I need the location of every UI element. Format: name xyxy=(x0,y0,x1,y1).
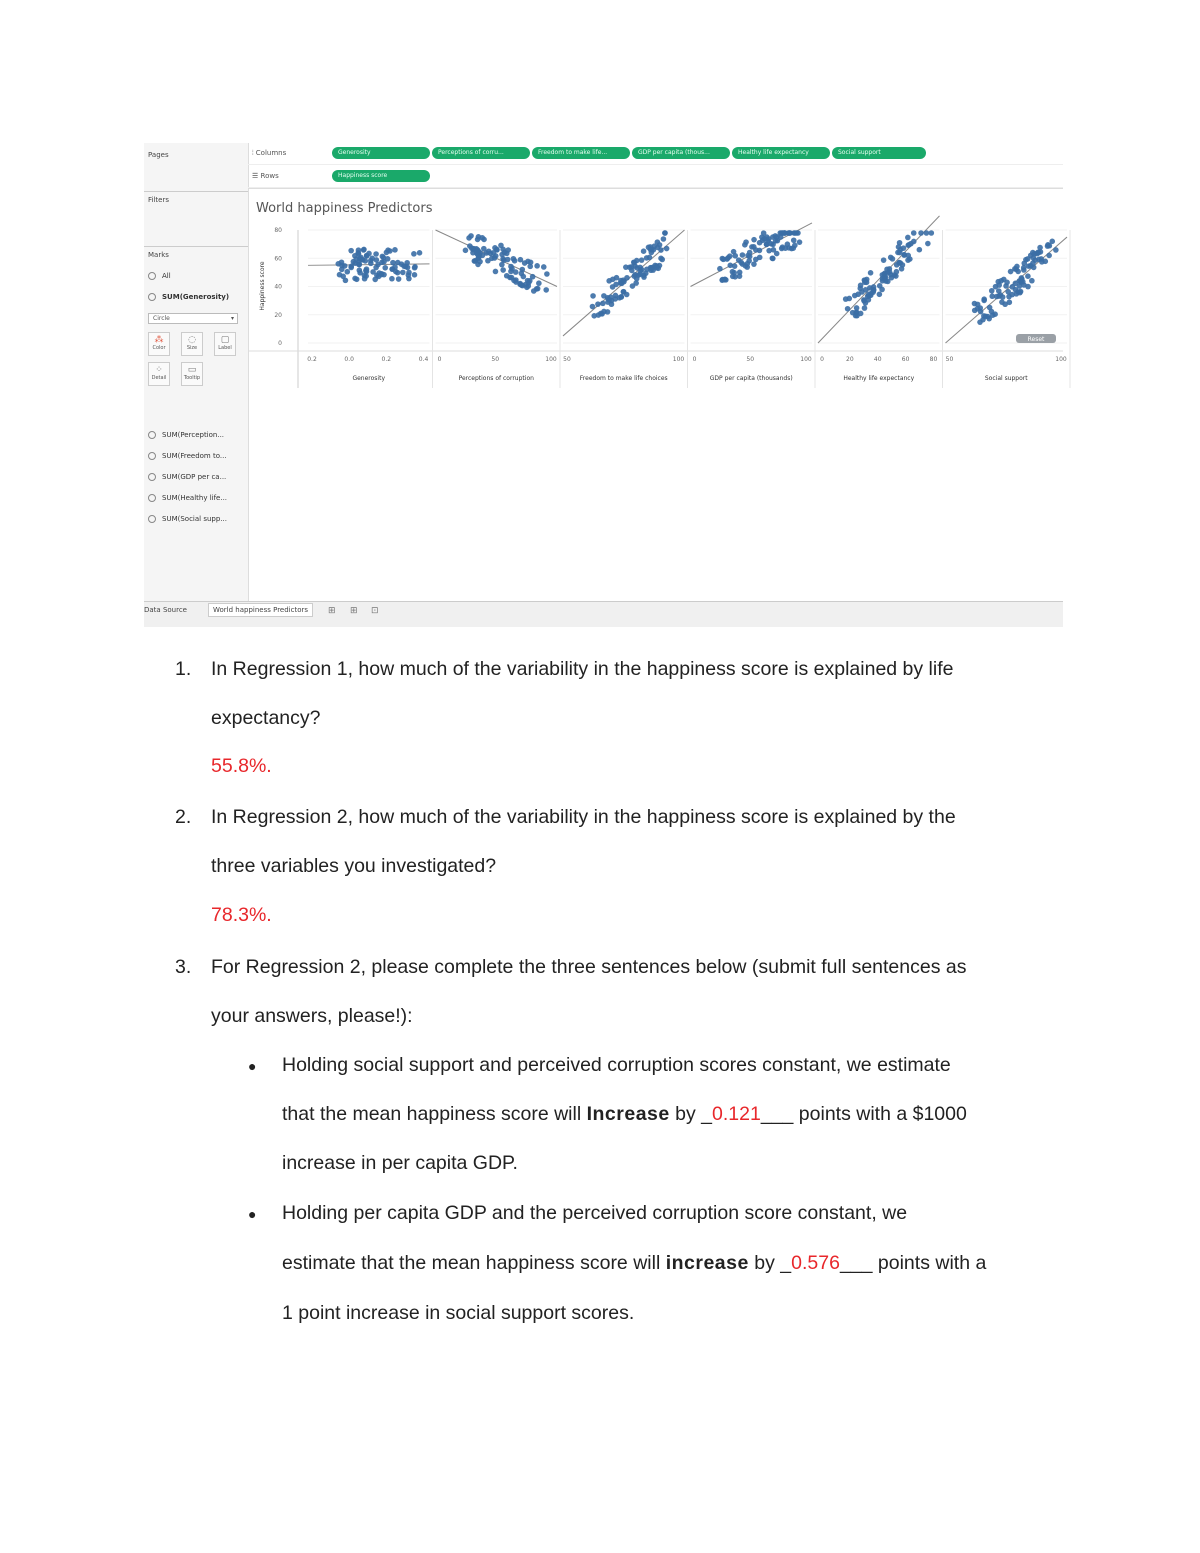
data-point xyxy=(381,255,387,261)
data-point xyxy=(720,277,726,283)
label-card[interactable]: ▢ Label xyxy=(214,332,236,356)
y-tick-label: 80 xyxy=(274,227,282,234)
rows-label: ☰ Rows xyxy=(252,172,279,180)
data-point xyxy=(605,295,611,301)
y-tick-label: 20 xyxy=(274,311,282,319)
data-point xyxy=(929,230,935,236)
data-point xyxy=(595,301,601,307)
data-point xyxy=(384,250,390,256)
data-point xyxy=(853,313,859,319)
column-pill[interactable]: Healthy life expectancy xyxy=(732,147,830,159)
data-point xyxy=(348,248,354,254)
x-tick-label: 0 xyxy=(437,356,442,363)
x-tick-label: 20 xyxy=(846,356,854,363)
new-story-icon[interactable]: ⊡ xyxy=(371,606,379,616)
data-point xyxy=(344,269,350,275)
tableau-screenshot xyxy=(144,143,1067,626)
y-tick-label: 40 xyxy=(274,283,282,291)
x-axis-label: Perceptions of corruption xyxy=(458,375,534,382)
coefficient-gdp: 0.121 xyxy=(712,1103,761,1125)
data-point xyxy=(1009,292,1015,298)
data-point xyxy=(351,259,357,265)
data-point xyxy=(530,274,536,280)
data-point xyxy=(1039,259,1045,265)
data-point xyxy=(877,292,883,298)
x-tick-label: 80 xyxy=(929,356,938,363)
pages-label: Pages xyxy=(148,151,169,159)
coefficient-social-support: 0.576 xyxy=(791,1252,840,1274)
data-point xyxy=(463,248,469,254)
data-point xyxy=(340,273,346,279)
data-point xyxy=(466,235,472,241)
data-point xyxy=(862,305,868,311)
measure-item[interactable]: SUM(GDP per ca... xyxy=(148,473,226,481)
data-point xyxy=(356,262,362,268)
data-point xyxy=(664,246,670,252)
data-point xyxy=(768,241,774,247)
data-point xyxy=(905,235,911,241)
data-point xyxy=(534,263,540,269)
question-number: 2. xyxy=(175,806,192,828)
x-tick-label: 0 xyxy=(692,356,697,363)
data-point xyxy=(732,253,738,259)
data-point xyxy=(475,247,481,253)
data-point xyxy=(786,245,792,251)
tooltip-icon: ▭ xyxy=(187,365,197,375)
data-point xyxy=(766,248,772,254)
data-point xyxy=(509,275,515,281)
data-point xyxy=(544,271,550,277)
data-point xyxy=(591,313,597,319)
circle-icon xyxy=(148,473,156,481)
data-point xyxy=(742,242,748,248)
data-point xyxy=(406,276,412,282)
data-point xyxy=(989,288,995,294)
x-axis-label: GDP per capita (thousands) xyxy=(709,375,793,382)
data-point xyxy=(740,252,746,258)
data-point xyxy=(1025,284,1031,290)
data-point xyxy=(885,279,891,285)
data-point xyxy=(662,230,668,236)
data-point xyxy=(601,309,607,315)
x-tick-label: 100 xyxy=(545,356,557,363)
data-point xyxy=(1045,242,1051,248)
data-point xyxy=(911,239,917,245)
data-point xyxy=(981,313,987,319)
x-tick-label: 60 xyxy=(901,356,910,363)
data-source-tab[interactable]: Data Source xyxy=(144,606,187,614)
data-point xyxy=(778,234,784,240)
data-point xyxy=(895,250,901,256)
data-point xyxy=(368,258,374,264)
data-point xyxy=(357,267,363,273)
circle-icon xyxy=(148,431,156,439)
x-tick-label: 0 xyxy=(820,356,824,363)
data-point xyxy=(499,262,505,268)
column-pill[interactable]: Freedom to make life... xyxy=(532,147,630,159)
detail-icon: ⁘ xyxy=(155,365,163,375)
data-point xyxy=(737,269,743,275)
data-point xyxy=(481,246,487,252)
data-point xyxy=(1015,289,1021,295)
data-point xyxy=(753,247,759,253)
size-card[interactable]: ◌ Size xyxy=(181,332,203,356)
data-point xyxy=(852,293,858,299)
marks-all[interactable]: All xyxy=(148,272,171,280)
sheet-tab[interactable]: World happiness Predictors xyxy=(208,603,313,617)
data-point xyxy=(619,281,625,287)
data-point xyxy=(911,230,917,236)
data-point xyxy=(854,305,860,311)
data-point xyxy=(890,256,896,262)
question-number: 3. xyxy=(175,956,192,978)
data-point xyxy=(405,265,411,271)
data-point xyxy=(504,273,510,279)
data-point xyxy=(363,268,369,274)
data-point xyxy=(477,259,483,265)
data-point xyxy=(486,248,492,254)
bullet-2-line-3: 1 point increase in social support scores. xyxy=(282,1302,635,1324)
columns-shelf xyxy=(248,143,1063,165)
data-point xyxy=(600,301,606,307)
marks-label: Marks xyxy=(148,251,169,259)
data-point xyxy=(797,239,803,245)
data-point xyxy=(745,261,751,267)
bullet-1-line-3: increase in per capita GDP. xyxy=(282,1152,518,1174)
data-point xyxy=(524,285,530,291)
rows-shelf xyxy=(248,166,1063,188)
filters-label: Filters xyxy=(148,196,169,204)
circle-icon xyxy=(148,452,156,460)
y-tick-label: 60 xyxy=(274,255,282,263)
x-axis-label: Healthy life expectancy xyxy=(843,375,915,382)
data-point xyxy=(417,250,423,256)
data-point xyxy=(747,254,753,260)
data-point xyxy=(725,255,731,261)
question-text: For Regression 2, please complete the three sentences below (submit full sentences as xyxy=(211,956,967,978)
data-point xyxy=(623,264,629,270)
question-number: 1. xyxy=(175,658,192,680)
data-point xyxy=(619,294,625,300)
data-point xyxy=(505,257,511,263)
circle-icon xyxy=(148,293,156,301)
marks-generosity[interactable]: SUM(Generosity) xyxy=(148,293,229,301)
answer-1: 55.8%. xyxy=(211,755,272,777)
data-point xyxy=(639,257,645,263)
data-point xyxy=(1013,266,1019,272)
data-point xyxy=(761,230,767,236)
x-tick-label: 50 xyxy=(746,356,755,363)
data-point xyxy=(975,306,981,312)
data-point xyxy=(518,257,524,263)
data-point xyxy=(1035,249,1041,255)
data-point xyxy=(647,255,653,261)
data-point xyxy=(661,236,667,242)
label-icon: ▢ xyxy=(220,335,230,345)
data-point xyxy=(901,252,907,258)
data-point xyxy=(630,283,636,289)
x-tick-label: 50 xyxy=(491,356,500,363)
data-point xyxy=(541,264,547,270)
data-point xyxy=(917,247,923,253)
data-point xyxy=(862,277,868,283)
data-point xyxy=(906,242,912,248)
column-pill[interactable]: Perceptions of corru... xyxy=(432,147,530,159)
data-point xyxy=(1002,301,1008,307)
x-tick-label: 50 xyxy=(563,356,571,363)
data-point xyxy=(364,253,370,259)
data-point xyxy=(861,297,867,303)
data-point xyxy=(1053,247,1059,253)
data-point xyxy=(590,293,596,299)
x-axis-label: Generosity xyxy=(352,375,386,382)
bullet-2-line-1: Holding per capita GDP and the perceived corruption score constant, we xyxy=(282,1202,908,1224)
detail-card[interactable]: ⁘ Detail xyxy=(148,362,170,386)
x-tick-label: 100 xyxy=(672,356,685,363)
data-point xyxy=(981,296,987,302)
data-point xyxy=(339,263,345,269)
data-point xyxy=(379,271,385,277)
data-point xyxy=(880,272,886,278)
x-tick-label: 0.2 xyxy=(307,356,317,363)
data-point xyxy=(730,269,736,275)
data-point xyxy=(613,293,619,299)
data-point xyxy=(614,275,620,281)
data-point xyxy=(363,258,369,264)
data-point xyxy=(512,258,518,264)
data-point xyxy=(1025,256,1031,262)
data-point xyxy=(1021,260,1027,266)
reset-label: Reset xyxy=(1027,336,1045,343)
shelves xyxy=(248,143,1063,189)
data-point xyxy=(894,269,900,275)
data-point xyxy=(641,248,647,254)
measure-item[interactable]: SUM(Social supp... xyxy=(148,515,227,523)
answer-2: 78.3%. xyxy=(211,904,272,926)
data-point xyxy=(868,270,874,276)
data-point xyxy=(846,296,852,302)
x-tick-label: 0.4 xyxy=(418,356,429,363)
row-pill[interactable]: Happiness score xyxy=(332,170,430,182)
data-point xyxy=(354,276,360,282)
data-point xyxy=(498,243,504,249)
bullet-2-line-2: estimate that the mean happiness score will increase by _0.576___ points with a xyxy=(282,1252,987,1274)
data-point xyxy=(1004,280,1010,286)
new-sheet-icon[interactable]: ⊞ xyxy=(328,606,336,616)
data-point xyxy=(732,263,738,269)
x-axis-label: Social support xyxy=(984,375,1028,382)
mark-type-dropdown[interactable]: Circle ▾ xyxy=(148,313,238,324)
data-point xyxy=(884,266,890,272)
data-point xyxy=(925,241,931,247)
data-point xyxy=(717,266,723,272)
x-tick-label: 100 xyxy=(800,356,812,363)
data-point xyxy=(989,293,995,299)
chevron-down-icon: ▾ xyxy=(230,315,234,322)
data-point xyxy=(770,255,776,261)
data-point xyxy=(753,257,759,263)
data-point xyxy=(654,265,660,271)
data-point xyxy=(411,251,417,257)
data-point xyxy=(412,264,418,270)
data-point xyxy=(392,264,398,270)
data-point xyxy=(792,230,798,236)
question-text: your answers, please!): xyxy=(211,1005,413,1027)
data-point xyxy=(631,259,637,265)
data-point xyxy=(373,265,379,271)
scatter-chart xyxy=(248,218,1067,388)
data-point xyxy=(1030,250,1036,256)
x-tick-label: 0.2 xyxy=(381,356,392,363)
data-point xyxy=(534,286,540,292)
bullet-dot: ● xyxy=(248,1058,257,1074)
y-axis-label: Happiness score xyxy=(259,261,266,311)
data-point xyxy=(877,283,883,289)
data-point xyxy=(399,261,405,267)
data-point xyxy=(481,237,487,243)
data-point xyxy=(373,251,379,257)
data-point xyxy=(1025,273,1031,279)
data-point xyxy=(924,230,930,236)
measure-item[interactable]: SUM(Perception... xyxy=(148,431,224,439)
question-text: In Regression 2, how much of the variability in the happiness score is explained by the xyxy=(211,806,956,828)
measure-item[interactable]: SUM(Freedom to... xyxy=(148,452,227,460)
y-tick-label: 0 xyxy=(278,340,282,347)
bullet-dot: ● xyxy=(248,1206,257,1222)
column-pill[interactable]: Generosity xyxy=(332,147,430,159)
data-point xyxy=(590,304,596,310)
x-tick-label: 100 xyxy=(1055,356,1067,363)
data-point xyxy=(845,306,851,312)
data-point xyxy=(502,250,508,256)
question-text: In Regression 1, how much of the variability in the happiness score is explained by life xyxy=(211,658,954,680)
data-point xyxy=(998,278,1004,284)
data-point xyxy=(1030,260,1036,266)
data-point xyxy=(634,265,640,271)
data-point xyxy=(898,260,904,266)
data-point xyxy=(989,309,995,315)
data-point xyxy=(1046,253,1052,259)
data-point xyxy=(392,247,398,253)
tooltip-card[interactable]: ▭ Tooltip xyxy=(181,362,203,386)
data-point xyxy=(621,289,627,295)
left-pane xyxy=(144,143,249,601)
data-point xyxy=(493,269,499,275)
data-point xyxy=(858,311,864,317)
circle-icon xyxy=(148,494,156,502)
data-point xyxy=(901,245,907,251)
x-tick-label: 40 xyxy=(873,356,882,363)
data-point xyxy=(389,276,395,282)
data-point xyxy=(412,272,418,278)
data-point xyxy=(543,287,549,293)
question-text: three variables you investigated? xyxy=(211,855,497,877)
data-point xyxy=(998,292,1004,298)
data-point xyxy=(766,236,772,242)
data-point xyxy=(358,255,364,261)
data-point xyxy=(382,265,388,271)
data-point xyxy=(751,237,757,243)
data-point xyxy=(751,261,757,267)
data-point xyxy=(396,276,402,282)
data-point xyxy=(641,272,647,278)
data-point xyxy=(634,276,640,282)
data-point xyxy=(372,277,378,283)
data-point xyxy=(858,283,864,289)
data-point xyxy=(521,274,527,280)
data-point xyxy=(897,240,903,246)
x-tick-label: 0.0 xyxy=(344,356,354,363)
viz-title: World happiness Predictors xyxy=(256,201,433,216)
data-point xyxy=(361,247,367,253)
measure-item[interactable]: SUM(Healthy life... xyxy=(148,494,227,502)
data-point xyxy=(485,258,491,264)
color-icon: ⁂ xyxy=(154,335,164,345)
circle-icon xyxy=(148,272,156,280)
data-point xyxy=(1029,278,1035,284)
size-icon: ◌ xyxy=(188,335,196,345)
data-point xyxy=(379,260,385,266)
data-point xyxy=(881,257,887,263)
data-point xyxy=(513,269,519,275)
x-axis-label: Freedom to make life choices xyxy=(579,375,668,382)
data-point xyxy=(791,237,797,243)
new-dashboard-icon[interactable]: ⊞ xyxy=(350,606,358,616)
data-point xyxy=(517,281,523,287)
bullet-1-line-1: Holding social support and perceived corruption scores constant, we estimate xyxy=(282,1054,951,1076)
data-point xyxy=(659,257,665,263)
data-point xyxy=(787,230,793,236)
data-point xyxy=(536,280,542,286)
data-point xyxy=(863,287,869,293)
column-pill[interactable]: Social support xyxy=(832,147,926,159)
color-card[interactable]: ⁂ Color xyxy=(148,332,170,356)
sheet-tabs-bar xyxy=(144,601,1063,627)
data-point xyxy=(500,267,506,273)
data-point xyxy=(527,264,533,270)
data-point xyxy=(918,230,924,236)
data-point xyxy=(1019,275,1025,281)
question-text: expectancy? xyxy=(211,707,321,729)
data-point xyxy=(400,270,406,276)
x-tick-label: 50 xyxy=(945,356,954,363)
column-pill[interactable]: GDP per capita (thous... xyxy=(632,147,730,159)
data-point xyxy=(649,247,655,253)
columns-label: ⦙ Columns xyxy=(252,149,287,157)
bullet-1-line-2: that the mean happiness score will Increase by _0.121___ points with a $1000 xyxy=(282,1103,967,1125)
circle-icon xyxy=(148,515,156,523)
data-point xyxy=(907,256,913,262)
